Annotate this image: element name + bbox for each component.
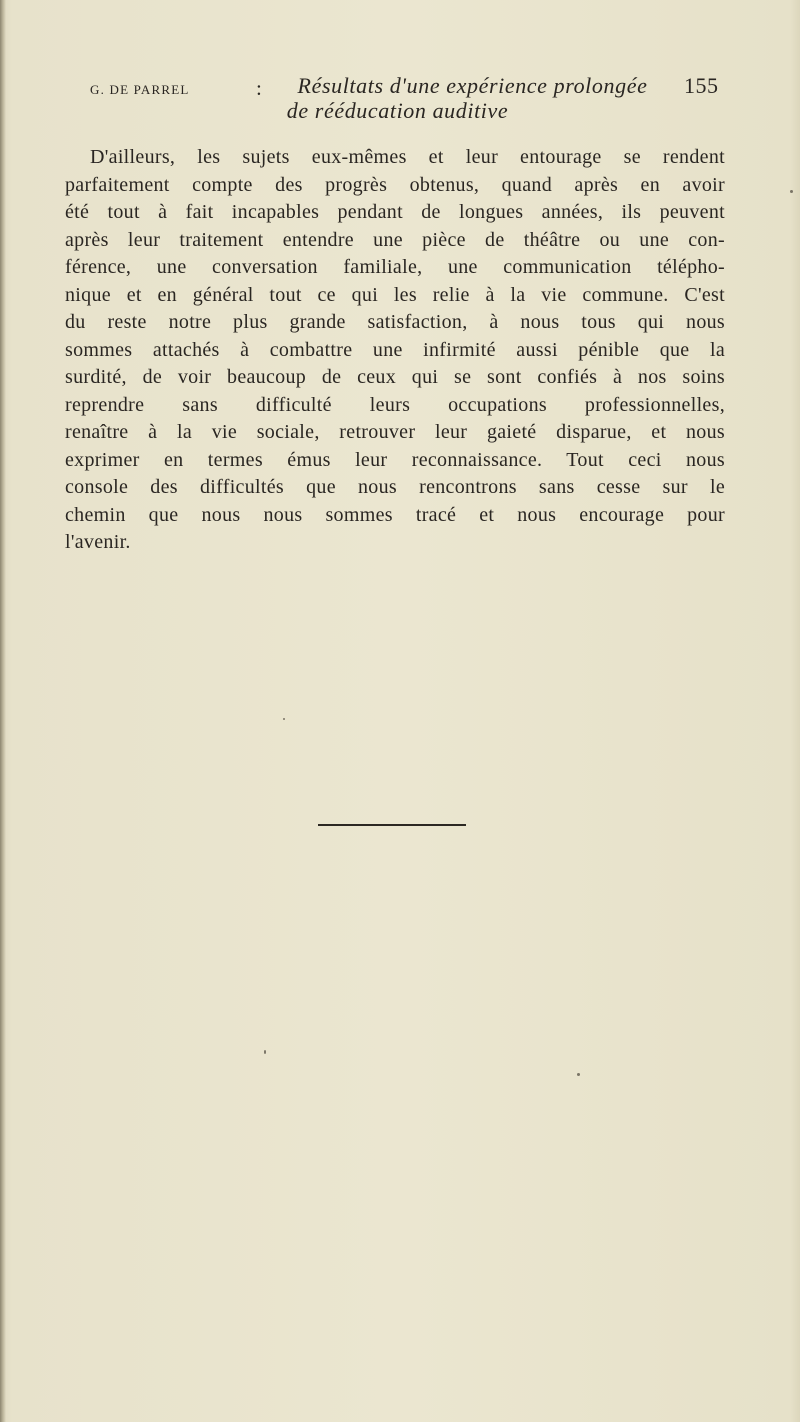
text-line: surdité, de voir beaucoup de ceux qui se sont confiés à nos soins <box>65 366 725 388</box>
page-binding-edge <box>0 0 6 1422</box>
body-paragraph <box>65 144 725 557</box>
paper-speck <box>790 190 793 193</box>
end-of-article-rule <box>318 824 466 826</box>
text-line: chemin que nous nous sommes tracé et nous encourage pour <box>65 503 725 526</box>
page-number: 155 <box>684 73 719 98</box>
running-head-separator: : <box>256 76 262 100</box>
paper-speck <box>264 1050 266 1054</box>
running-head-author: G. DE PARREL <box>90 82 190 97</box>
text-line: sommes attachés à combattre une infirmité aussi pénible que la <box>65 338 725 361</box>
text-line: férence, une conversation familiale, une communication télépho- <box>65 256 725 278</box>
running-head-title-line-2: de rééducation auditive <box>286 98 509 123</box>
paper-speck <box>577 1073 580 1076</box>
text-line: reprendre sans difficulté leurs occupations professionnelles, <box>65 393 725 416</box>
text-line: nique et en général tout ce qui les relie à la vie commune. C'est <box>65 283 725 306</box>
text-line: été tout à fait incapables pendant de longues années, ils peuvent <box>65 201 725 223</box>
text-line: parfaitement compte des progrès obtenus, quand après en avoir <box>65 173 725 196</box>
running-head <box>0 70 800 130</box>
paper-speck <box>283 718 285 720</box>
text-line: après leur traitement entendre une pièce de théâtre ou une con- <box>65 228 725 251</box>
text-line: exprimer en termes émus leur reconnaissance. Tout ceci nous <box>65 448 725 471</box>
text-line: D'ailleurs, les sujets eux-mêmes et leur entourage se rendent <box>90 146 725 168</box>
text-line: l'avenir. <box>65 531 131 553</box>
text-line: console des difficultés que nous rencontrons sans cesse sur le <box>65 476 725 498</box>
running-head-title-line-1: Résultats d'une expérience prolongée <box>297 73 648 98</box>
text-line: renaître à la vie sociale, retrouver leur gaieté disparue, et nous <box>65 421 725 443</box>
text-line: du reste notre plus grande satisfaction, à nous tous qui nous <box>65 311 725 333</box>
